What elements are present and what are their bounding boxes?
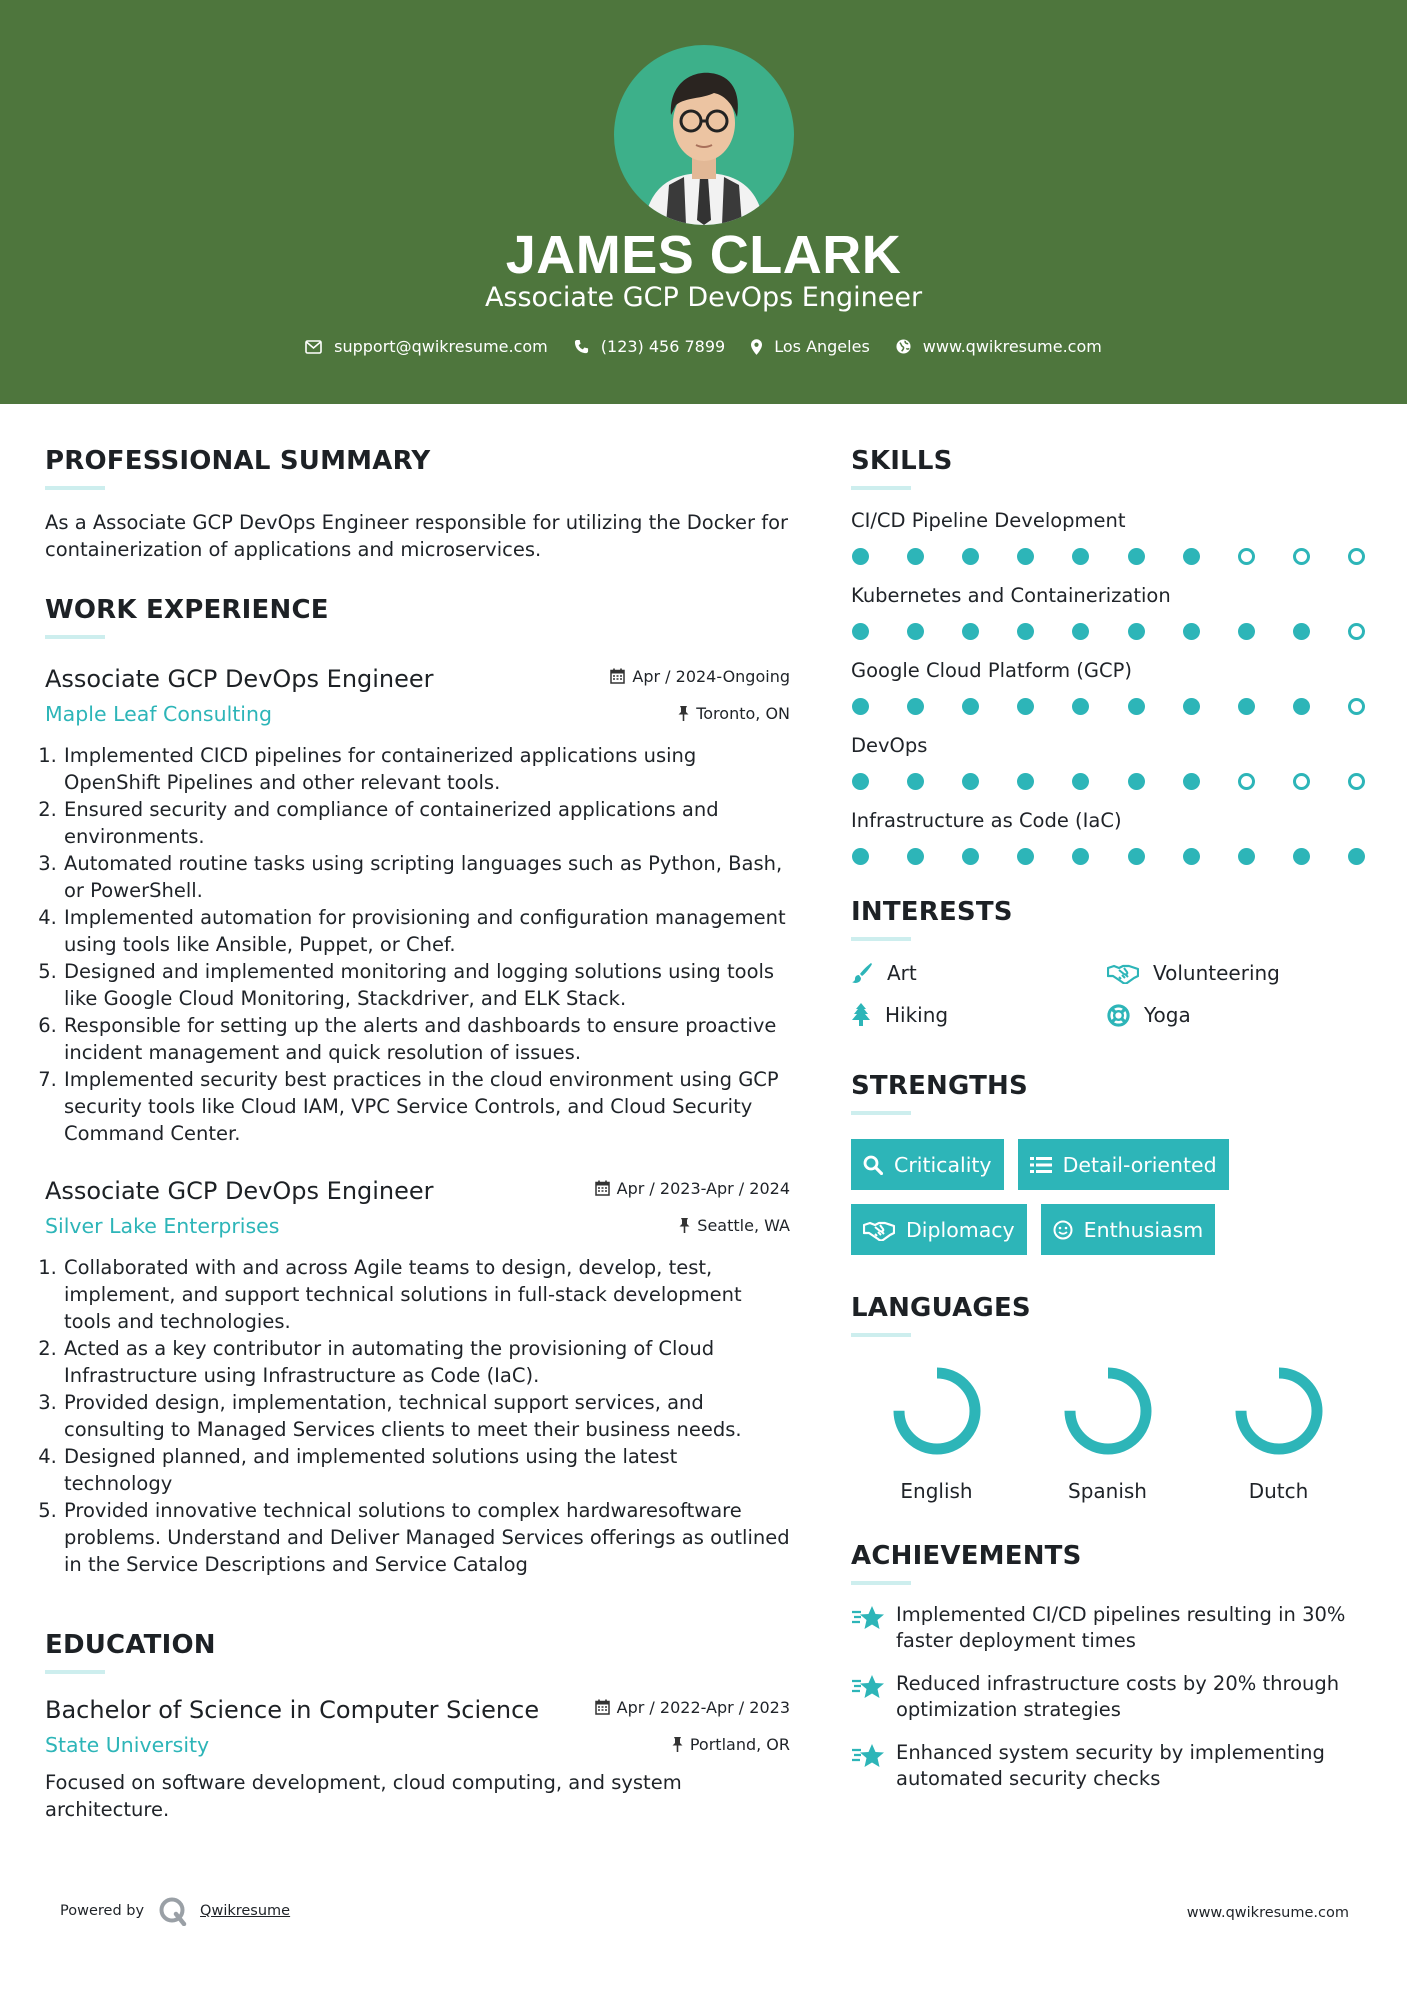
section-title-interests: INTERESTS <box>851 897 1013 927</box>
job-location: Toronto, ON <box>610 702 790 724</box>
skill-name: Infrastructure as Code (IaC) <box>851 809 1122 832</box>
list-item: 3. Automated routine tasks using scripting languages such as Python, Bash, or PowerShell. <box>63 850 790 904</box>
list-item: 2. Ensured security and compliance of containerized applications and environments. <box>63 796 790 850</box>
rating-dot-empty <box>1293 773 1310 790</box>
job-dates: Apr / 2024-Ongoing <box>610 665 790 687</box>
paintbrush-icon <box>851 962 873 984</box>
skill-rating <box>852 848 1365 865</box>
section-divider <box>45 1670 105 1674</box>
rating-dot-empty <box>1238 773 1255 790</box>
achievements-list <box>851 1602 1371 1792</box>
pushpin-icon <box>672 1737 683 1752</box>
job-bullets <box>45 1254 790 1578</box>
job-dates: Apr / 2023-Apr / 2024 <box>595 1177 790 1199</box>
language-item <box>1193 1363 1364 1503</box>
life-ring-icon <box>1107 1004 1130 1027</box>
qwikresume-link[interactable]: Qwikresume <box>200 1903 291 1919</box>
job-meta <box>610 665 790 724</box>
star-icon <box>851 1673 885 1701</box>
proficiency-arc <box>899 1373 975 1449</box>
rating-dot-empty <box>1238 548 1255 565</box>
calendar-icon <box>595 1180 610 1196</box>
rating-dot-filled <box>1128 548 1145 565</box>
education-location: Portland, OR <box>595 1733 790 1755</box>
skills-list <box>851 509 1371 865</box>
rating-dot-filled <box>1348 848 1365 865</box>
rating-dot-filled <box>1017 623 1034 640</box>
language-name: Dutch <box>1248 1479 1309 1503</box>
language-proficiency-ring <box>889 1363 985 1459</box>
skill-rating <box>852 548 1365 565</box>
rating-dot-filled <box>907 848 924 865</box>
section-divider <box>851 1333 911 1337</box>
section-divider <box>45 486 105 490</box>
summary-section <box>45 446 790 563</box>
job-entry <box>45 1177 790 1578</box>
rating-dot-filled <box>1238 623 1255 640</box>
skill-item <box>851 659 1371 715</box>
job-company: Silver Lake Enterprises <box>45 1214 280 1238</box>
strength-tag: Diplomacy <box>851 1204 1027 1255</box>
rating-dot-filled <box>1183 773 1200 790</box>
experience-section <box>45 595 790 1578</box>
rating-dot-filled <box>907 773 924 790</box>
language-proficiency-ring <box>1060 1363 1156 1459</box>
rating-dot-filled <box>962 698 979 715</box>
section-title-achievements: ACHIEVEMENTS <box>851 1541 1082 1571</box>
rating-dot-filled <box>1072 698 1089 715</box>
skill-rating <box>852 698 1365 715</box>
education-description: Focused on software development, cloud computing, and system architecture. <box>45 1771 682 1821</box>
list-item: 2. Acted as a key contributor in automating the provisioning of Cloud Infrastructure using Infrastructure as Code (IaC). <box>63 1335 790 1389</box>
handshake-icon <box>1107 962 1139 984</box>
strength-tag: Detail-oriented <box>1018 1139 1229 1190</box>
rating-dot-filled <box>1128 848 1145 865</box>
rating-dot-filled <box>907 548 924 565</box>
rating-dot-filled <box>1072 848 1089 865</box>
rating-dot-filled <box>1017 698 1034 715</box>
job-company: Maple Leaf Consulting <box>45 702 273 726</box>
rating-dot-filled <box>852 773 869 790</box>
rating-dot-empty <box>1348 698 1365 715</box>
powered-by-label: Powered by <box>60 1903 145 1919</box>
list-item: 5. Designed and implemented monitoring and logging solutions using tools like Google Cloud Monitoring, Stackdriver, and ELK Stack. <box>63 958 790 1012</box>
skill-name: CI/CD Pipeline Development <box>851 509 1126 532</box>
rating-dot-filled <box>1128 623 1145 640</box>
contact-website[interactable]: www.qwikresume.com <box>896 337 1102 356</box>
achievements-section <box>851 1541 1371 1792</box>
rating-dot-filled <box>1128 698 1145 715</box>
rating-dot-empty <box>1293 548 1310 565</box>
section-divider <box>851 1581 911 1585</box>
job-meta <box>595 1177 790 1236</box>
language-item <box>1022 1363 1193 1503</box>
education-section <box>45 1630 790 1823</box>
avatar <box>614 45 794 225</box>
section-divider <box>851 1111 911 1115</box>
interest-item: Hiking <box>851 1003 1107 1027</box>
job-bullets <box>45 742 790 1147</box>
summary-text: As a Associate GCP DevOps Engineer responsible for utilizing the Docker for containerization of applications and microservices. <box>45 511 789 561</box>
rating-dot-filled <box>907 623 924 640</box>
rating-dot-filled <box>1183 623 1200 640</box>
list-item: 3. Provided design, implementation, technical support services, and consulting to Managed Services clients to meet their business needs. <box>63 1389 790 1443</box>
rating-dot-filled <box>962 848 979 865</box>
contact-bar <box>0 337 1407 356</box>
rating-dot-filled <box>1183 548 1200 565</box>
proficiency-arc <box>1070 1373 1146 1449</box>
globe-icon <box>896 339 911 354</box>
rating-dot-filled <box>1017 848 1034 865</box>
rating-dot-filled <box>852 698 869 715</box>
list-item: 4. Implemented automation for provisioning and configuration management using tools like Ansible, Puppet, or Chef. <box>63 904 790 958</box>
map-pin-icon <box>751 339 762 355</box>
education-entry <box>45 1696 790 1823</box>
rating-dot-filled <box>852 548 869 565</box>
job-entry <box>45 665 790 1147</box>
right-column <box>851 446 1371 1792</box>
language-name: Spanish <box>1068 1479 1147 1503</box>
skill-item <box>851 509 1371 565</box>
phone-icon <box>574 339 589 354</box>
strengths-section <box>851 1071 1371 1255</box>
rating-dot-filled <box>1238 698 1255 715</box>
section-title-summary: PROFESSIONAL SUMMARY <box>45 446 431 476</box>
job-location: Seattle, WA <box>595 1214 790 1236</box>
footer-website[interactable]: www.qwikresume.com <box>1186 1905 1349 1921</box>
handshake-icon <box>863 1219 895 1241</box>
job-title: Associate GCP DevOps Engineer <box>45 1177 434 1205</box>
rating-dot-filled <box>1072 623 1089 640</box>
strength-tag: Criticality <box>851 1139 1004 1190</box>
rating-dot-empty <box>1348 773 1365 790</box>
achievement-item: Enhanced system security by implementing automated security checks <box>851 1740 1371 1792</box>
rating-dot-filled <box>1017 773 1034 790</box>
rating-dot-filled <box>962 623 979 640</box>
rating-dot-filled <box>1072 548 1089 565</box>
search-icon <box>863 1155 883 1175</box>
star-icon <box>851 1604 885 1632</box>
rating-dot-filled <box>907 698 924 715</box>
section-divider <box>45 635 105 639</box>
candidate-name: JAMES CLARK <box>505 225 902 285</box>
languages-list <box>851 1363 1371 1503</box>
rating-dot-filled <box>962 548 979 565</box>
qwikresume-logo-icon <box>158 1896 188 1926</box>
left-column <box>45 446 790 1823</box>
section-title-skills: SKILLS <box>851 446 953 476</box>
list-icon <box>1030 1156 1052 1174</box>
star-icon <box>851 1742 885 1770</box>
section-title-education: EDUCATION <box>45 1630 216 1660</box>
rating-dot-empty <box>1348 623 1365 640</box>
list-item: 1. Implemented CICD pipelines for containerized applications using OpenShift Pipelines and other relevant tools. <box>63 742 790 796</box>
skills-section <box>851 446 1371 865</box>
interests-section <box>851 897 1371 1027</box>
skill-item <box>851 584 1371 640</box>
section-divider <box>851 486 911 490</box>
rating-dot-filled <box>1293 698 1310 715</box>
interest-item: Yoga <box>1107 1003 1357 1027</box>
contact-email[interactable]: support@qwikresume.com <box>305 337 548 356</box>
rating-dot-filled <box>1072 773 1089 790</box>
calendar-icon <box>595 1699 610 1715</box>
skill-rating <box>852 773 1365 790</box>
section-title-experience: WORK EXPERIENCE <box>45 595 329 625</box>
list-item: 1. Collaborated with and across Agile teams to design, develop, test, implement, and support technical solutions in full-stack development tools and technologies. <box>63 1254 790 1335</box>
tree-icon <box>851 1003 871 1027</box>
education-meta <box>595 1696 790 1755</box>
interests-list <box>851 961 1371 1027</box>
proficiency-arc <box>1241 1373 1317 1449</box>
calendar-icon <box>610 668 625 684</box>
language-item <box>851 1363 1022 1503</box>
pushpin-icon <box>678 706 689 721</box>
header-banner <box>0 0 1407 404</box>
skill-item <box>851 734 1371 790</box>
skill-item <box>851 809 1371 865</box>
achievement-item: Reduced infrastructure costs by 20% through optimization strategies <box>851 1671 1371 1723</box>
achievement-item: Implemented CI/CD pipelines resulting in 30% faster deployment times <box>851 1602 1371 1654</box>
pushpin-icon <box>679 1218 690 1233</box>
rating-dot-filled <box>1293 623 1310 640</box>
language-proficiency-ring <box>1231 1363 1327 1459</box>
rating-dot-filled <box>852 623 869 640</box>
candidate-title: Associate GCP DevOps Engineer <box>484 282 923 313</box>
list-item: 4. Designed planned, and implemented solutions using the latest technology <box>63 1443 790 1497</box>
section-title-strengths: STRENGTHS <box>851 1071 1028 1101</box>
languages-section <box>851 1293 1371 1503</box>
envelope-icon <box>305 340 322 354</box>
rating-dot-filled <box>1183 848 1200 865</box>
language-name: English <box>900 1479 973 1503</box>
rating-dot-filled <box>1293 848 1310 865</box>
footer-powered-by <box>60 1896 290 1926</box>
section-divider <box>851 937 911 941</box>
list-item: 5. Provided innovative technical solutions to complex hardwaresoftware problems. Understand and Deliver Managed Services offerings as outlined in the Service Descriptions and Service Catalog <box>63 1497 790 1578</box>
strength-tag: Enthusiasm <box>1041 1204 1216 1255</box>
contact-phone[interactable]: (123) 456 7899 <box>574 337 725 356</box>
rating-dot-filled <box>962 773 979 790</box>
interest-item: Volunteering <box>1107 961 1357 985</box>
smile-icon <box>1053 1220 1073 1240</box>
contact-location: Los Angeles <box>751 337 870 356</box>
rating-dot-filled <box>1183 698 1200 715</box>
list-item: 7. Implemented security best practices in the cloud environment using GCP security tools like Cloud IAM, VPC Service Controls, and Cloud Security Command Center. <box>63 1066 790 1147</box>
rating-dot-filled <box>1238 848 1255 865</box>
education-dates: Apr / 2022-Apr / 2023 <box>595 1696 790 1718</box>
skill-name: Kubernetes and Containerization <box>851 584 1171 607</box>
rating-dot-filled <box>1017 548 1034 565</box>
job-title: Associate GCP DevOps Engineer <box>45 665 434 693</box>
section-title-languages: LANGUAGES <box>851 1293 1031 1323</box>
rating-dot-filled <box>852 848 869 865</box>
rating-dot-empty <box>1348 548 1365 565</box>
skill-rating <box>852 623 1365 640</box>
school-name: State University <box>45 1733 210 1757</box>
avatar-portrait-icon <box>614 45 794 225</box>
rating-dot-filled <box>1128 773 1145 790</box>
skill-name: DevOps <box>851 734 928 757</box>
skill-name: Google Cloud Platform (GCP) <box>851 659 1132 682</box>
degree-title: Bachelor of Science in Computer Science <box>45 1696 540 1724</box>
interest-item: Art <box>851 961 1107 985</box>
strengths-list <box>851 1139 1371 1255</box>
list-item: 6. Responsible for setting up the alerts and dashboards to ensure proactive incident management and quick resolution of issues. <box>63 1012 790 1066</box>
